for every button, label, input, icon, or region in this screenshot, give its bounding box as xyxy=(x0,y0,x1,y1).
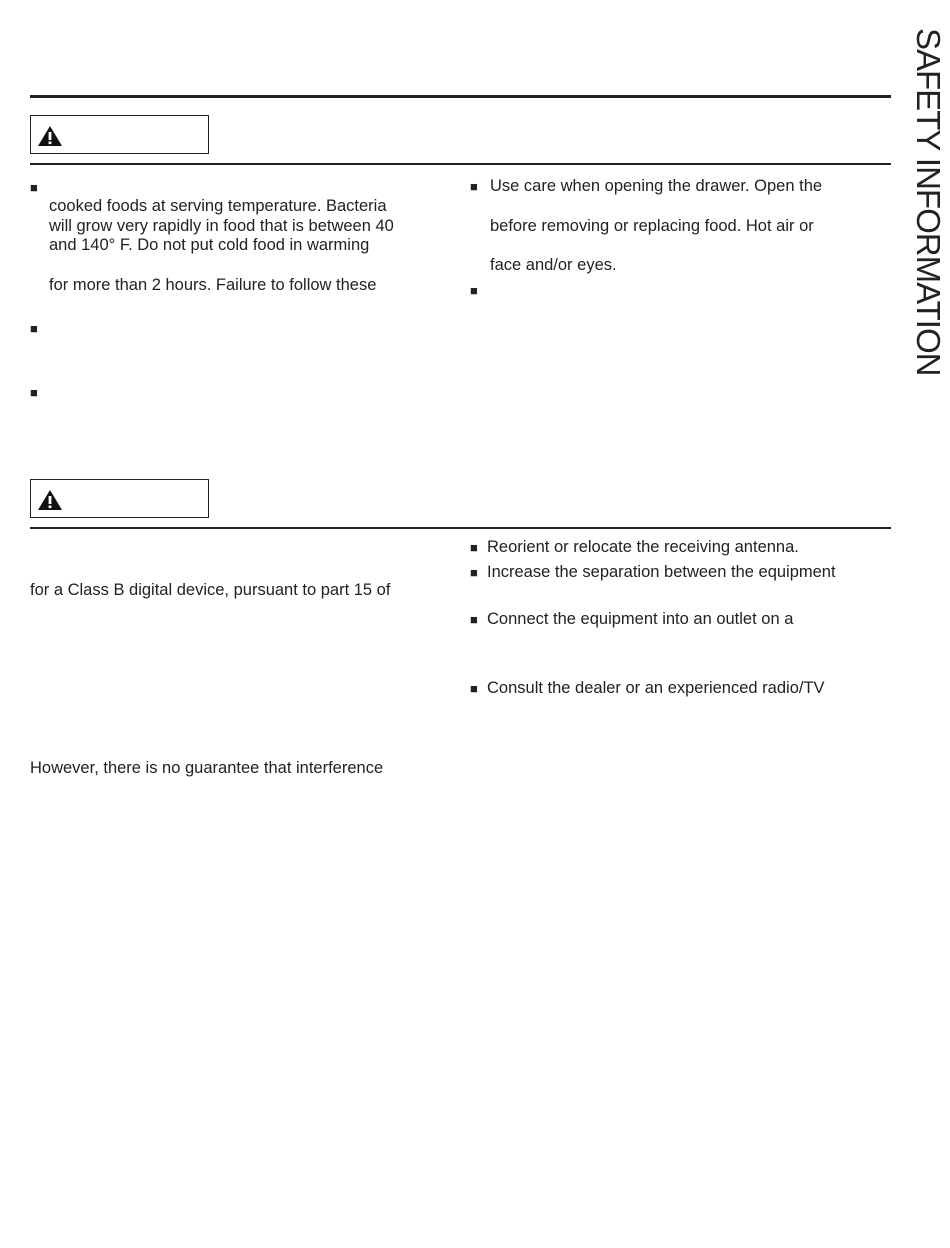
warning-label-box-2 xyxy=(30,479,209,518)
text-line: before removing or replacing food. Hot air or xyxy=(490,217,814,235)
text-line: for more than 2 hours. Failure to follow these xyxy=(49,276,377,294)
section-1-rule xyxy=(30,163,891,165)
text-line: and 140° F. Do not put cold food in warming xyxy=(49,236,370,254)
text-line: Use care when opening the drawer. Open the xyxy=(490,177,823,195)
bullet: ■ xyxy=(470,681,478,696)
warning-triangle-icon xyxy=(37,489,63,511)
side-title-text: SAFETY INFORMATION xyxy=(910,28,947,376)
bullet: ■ xyxy=(470,565,478,580)
warning-label-box-1 xyxy=(30,115,209,154)
top-rule xyxy=(30,95,891,98)
bullet: ■ xyxy=(30,385,38,400)
bullet: ■ xyxy=(470,612,478,627)
bullet: ■ xyxy=(470,179,478,194)
list-item: Connect the equipment into an outlet on a xyxy=(487,610,794,628)
bullet: ■ xyxy=(30,180,38,195)
text-line: for a Class B digital device, pursuant to part 15 of xyxy=(30,581,391,599)
bullet: ■ xyxy=(470,283,478,298)
side-section-title xyxy=(910,28,947,376)
bullet: ■ xyxy=(470,540,478,555)
bullet: ■ xyxy=(30,321,38,336)
text-line: face and/or eyes. xyxy=(490,256,617,274)
section-2-rule xyxy=(30,527,891,529)
list-item: Increase the separation between the equipment xyxy=(487,563,836,581)
text-line: cooked foods at serving temperature. Bacteria xyxy=(49,197,387,215)
list-item: Consult the dealer or an experienced radio/TV xyxy=(487,679,825,697)
text-line: will grow very rapidly in food that is between 40 xyxy=(49,217,394,235)
warning-triangle-icon xyxy=(37,125,63,147)
text-line: However, there is no guarantee that interference xyxy=(30,759,384,777)
list-item: Reorient or relocate the receiving antenna. xyxy=(487,538,799,556)
